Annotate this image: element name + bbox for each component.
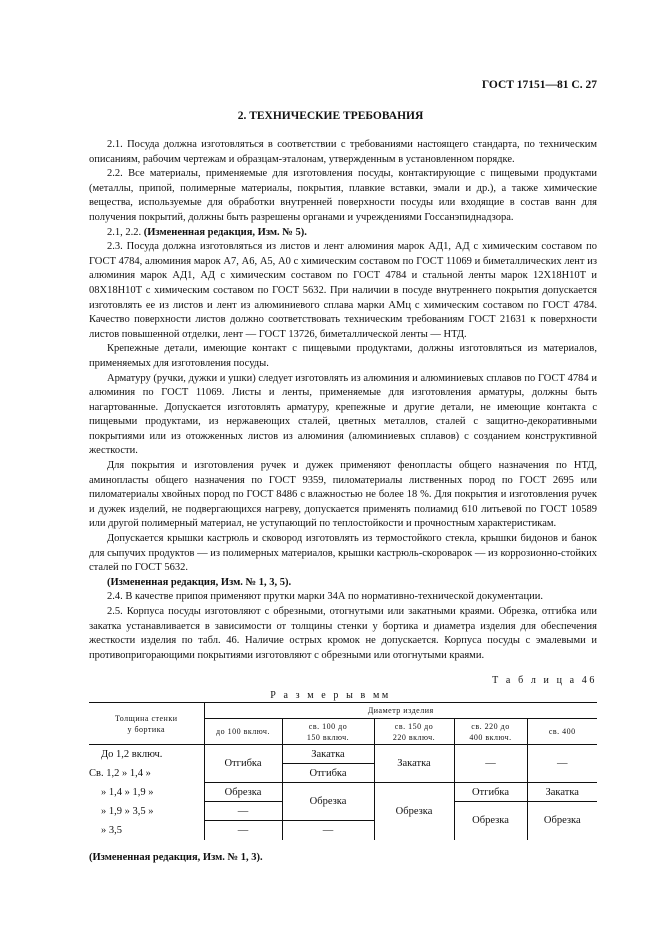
cell-dash: — (282, 821, 374, 840)
header-d1: до 100 включ. (204, 719, 282, 745)
paragraph-2-4: 2.4. В качестве припоя применяют прутки марки 34А по нормативно-технической документации. (107, 591, 543, 603)
page-header: ГОСТ 17151—81 С. 27 (481, 79, 597, 91)
cell-dash: — (204, 802, 282, 821)
amendment-note-2-1-2-2 (89, 226, 597, 241)
table-units: Р а з м е р ы в мм (270, 690, 391, 701)
cell-zakatka: Закатка (282, 745, 374, 764)
paragraph-lids: Допускается крышки кастрюль и сковород изготовлять из термостойкого стекла, крышки бидонов и банок для сыпучих продуктов — из полимерных материалов, крышки кастрюль-скороварок — из коррозионно-стойких сталей по ГОСТ 5632. (89, 533, 597, 574)
amendment-text: (Измененная редакция, Изм. № 5). (143, 226, 307, 238)
header-d2: св. 100 до 150 включ. (282, 719, 374, 745)
paragraph-fasteners: Крепежные детали, имеющие контакт с пищевыми продуктами, должны изготовляться из материалов, применяемых для изготовления посуды. (89, 343, 597, 369)
row-label-3: » 1,4 » 1,9 » (101, 786, 154, 798)
paragraph-fittings: Арматуру (ручки, дужки и ушки) следует изготовлять из алюминия и алюминиевых сплавов по ГОСТ 4784 и алюминия по ГОСТ 11069. Листы и ленты, применяемые для изготовления арматуры, должны быть нагартованные. Допускается изготовлять арматуру, крепежные и другие детали, не имеющие контакта с пищевыми продуктами, из нержавеющих сталей, цветных металлов, сталей с защитно-декоративными покрытиями или из отожженных листов из алюминия (алюминиевых сплавов) с созданием конструктивной жесткости. (89, 372, 597, 457)
cell-obrezka: Обрезка (527, 802, 597, 840)
cell-obrezka: Обрезка (374, 783, 454, 840)
cell-dash: — (454, 745, 527, 783)
paragraph-2-5: 2.5. Корпуса посуды изготовляют с обрезными, отогнутыми или закатными краями. Обрезка, отгибка или закатка устанавливается в зависимости от толщины стенки у бортика и диаметра изделия для обеспечения жесткости изделия по табл. 46. Наличие острых кромок не допускается. Корпуса посуды с эмалевыми и противопригорающими покрытиями изготовляют с обрезными или отогнутыми краями. (89, 606, 597, 661)
cell-obrezka: Обрезка (454, 802, 527, 840)
table-amendment-note: (Измененная редакция, Изм. № 1, 3). (89, 852, 263, 863)
row-label-1: До 1,2 включ. (101, 748, 163, 760)
paragraph-2-3: 2.3. Посуда должна изготовляться из листов и лент алюминия марок АД1, АД с химическим составом по ГОСТ 4784, алюминия марок А7, А6, А5, А0 с химическим составом по ГОСТ 11069 и биметаллических лент из алюминия марок АД1, АД с химическим составом по ГОСТ 4784 и стальной ленты марок 12Х18Н10Т и 08Х18Н10Т с химическим составом по ГОСТ 5632. При наличии в посуде внутреннего покрытия допускается изготовлять ее из листов и лент из алюминиевого сплава марки АМц с химическим составом по ГОСТ 4784. Качество поверхности листов должно соответствовать техническим требованиям ГОСТ 21631 к поверхности листов повышенной отделки, лент — ГОСТ 13726, биметаллической ленты — НТД. (89, 241, 597, 340)
header-thickness: Толщина стенки у бортика (115, 713, 178, 734)
cell-dash: — (204, 821, 282, 840)
table-caption: Т а б л и ц а 46 (492, 675, 597, 686)
paragraph-handles: Для покрытия и изготовления ручек и дужек применяют фенопласты общего назначения по НТД, аминопласты общего назначения по ГОСТ 9359, пиломатериалы лиственных пород по ГОСТ 2695 или пиломатериалы хвойных пород по ГОСТ 8486 с влажностью не более 18 %. Для покрытия и изготовления ручек и дужек изделий, не подвергающихся нагреву, допускается применять полиамид 610 литьевой по ГОСТ 10589 или другой полимерный материал, не уступающий по теплостойкости и прочностным характеристикам. (89, 460, 597, 530)
body-text (89, 138, 597, 663)
paragraph-2-2: 2.2. Все материалы, применяемые для изготовления посуды, контактирующие с пищевыми продуктами (металлы, припой, полимерные материалы, покрытия, плавкие вставки, эмали и др.), а также химические вещества, используемые для обработки внутренней поверхности посуды или входящие в состав ванн для получения покрытий, должны быть разрешены органами и учреждениями Госсанэпиднадзора. (89, 168, 597, 223)
cell-zakatka: Закатка (374, 745, 454, 783)
table-header-row (89, 703, 597, 719)
cell-zakatka: Закатка (527, 783, 597, 802)
amendment-ref: 2.1, 2.2. (107, 226, 144, 238)
cell-otgibka: Отгибка (454, 783, 527, 802)
amendment-note-1-3-5: (Измененная редакция, Изм. № 1, 3, 5). (107, 576, 292, 588)
paragraph-2-1: 2.1. Посуда должна изготовляться в соответствии с требованиями настоящего стандарта, по техническим описаниям, рабочим чертежам и образцам-эталонам, утвержденным в установленном порядке. (89, 139, 597, 165)
section-title: 2. ТЕХНИЧЕСКИЕ ТРЕБОВАНИЯ (237, 110, 424, 122)
row-label-4: » 1,9 » 3,5 » (101, 805, 154, 817)
row-label-5: » 3,5 (101, 824, 122, 836)
cell-dash: — (527, 745, 597, 783)
header-diameter: Диаметр изделия (204, 703, 597, 719)
header-d3: св. 150 до 220 включ. (374, 719, 454, 745)
cell-otgibka: Отгибка (282, 764, 374, 783)
cell-otgibka: Отгибка (204, 745, 282, 783)
header-d4: св. 220 до 400 включ. (454, 719, 527, 745)
table-row (89, 745, 597, 764)
cell-obrezka: Обрезка (204, 783, 282, 802)
table-row (89, 783, 597, 802)
cell-obrezka: Обрезка (282, 783, 374, 821)
header-d5: св. 400 (527, 719, 597, 745)
dimensions-table (89, 702, 597, 840)
row-label-2: Св. 1,2 » 1,4 » (89, 767, 151, 779)
